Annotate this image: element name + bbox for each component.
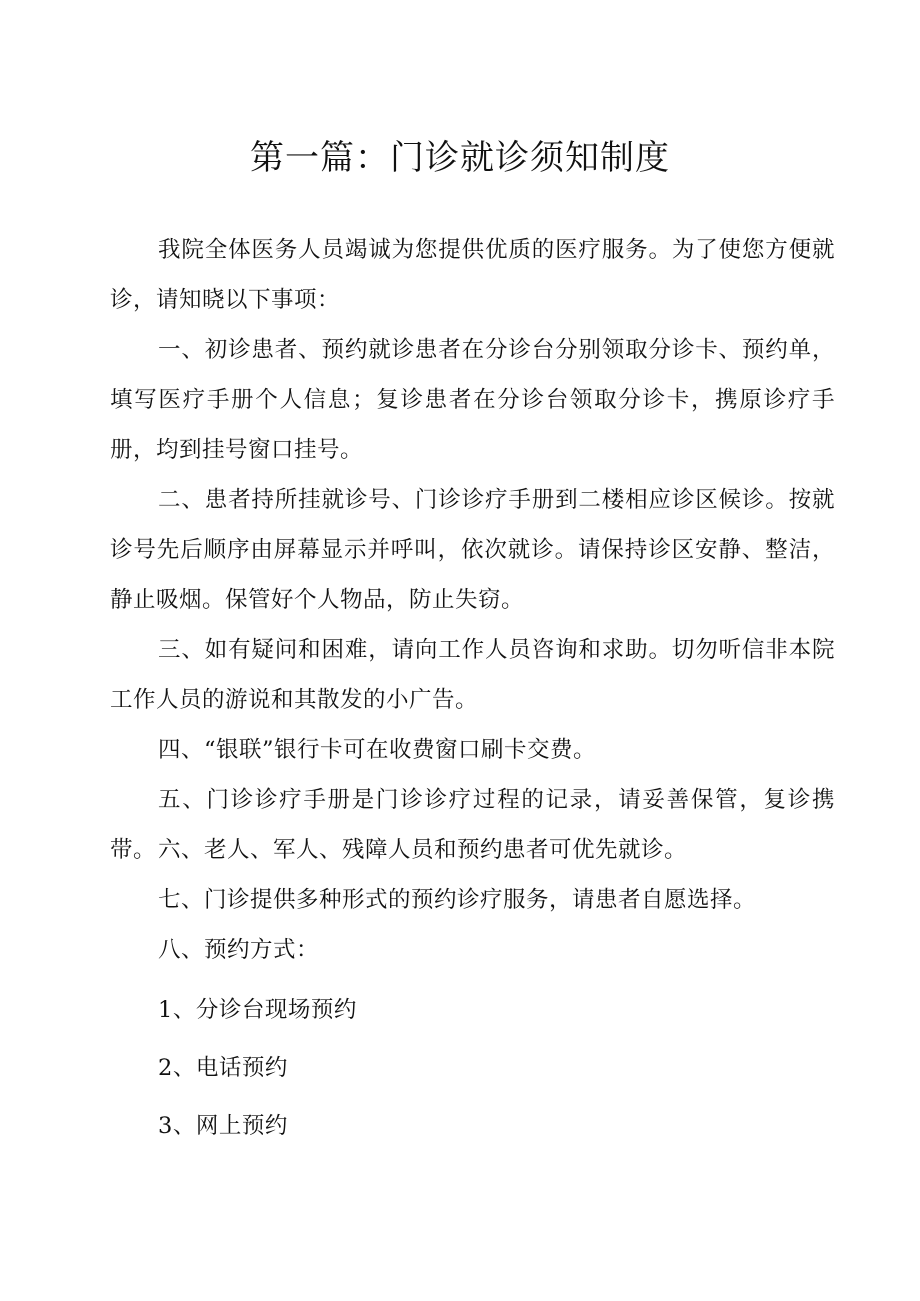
rule-item-4: 四、“银联”银行卡可在收费窗口刷卡交费。: [158, 737, 597, 763]
intro-paragraph: 我院全体医务人员竭诚为您提供优质的医疗服务。为了使您方便就诊，请知晓以下事项：: [110, 237, 835, 313]
rule-item-5: 五、门诊诊疗手册是门诊诊疗过程的记录，请妥善保管，复诊携带。: [110, 787, 835, 863]
appointment-method-3: 3、网上预约: [158, 1113, 288, 1139]
rule-item-2: 二、患者持所挂就诊号、门诊诊疗手册到二楼相应诊区候诊。按就诊号先后顺序由屏幕显示并呼叫，依次就诊。请保持诊区安静、整洁，静止吸烟。保管好个人物品，防止失窃。: [110, 487, 835, 613]
rule-item-1: 一、初诊患者、预约就诊患者在分诊台分别领取分诊卡、预约单，填写医疗手册个人信息；复诊患者在分诊台领取分诊卡，携原诊疗手册，均到挂号窗口挂号。: [110, 337, 835, 463]
rule-item-6: 六、老人、军人、残障人员和预约患者可优先就诊。: [158, 837, 688, 863]
page-title: 第一篇：门诊就诊须知制度: [250, 138, 670, 178]
rule-item-8: 八、预约方式：: [158, 937, 320, 963]
appointment-method-1: 1、分诊台现场预约: [158, 997, 357, 1023]
rule-item-3: 三、如有疑问和困难，请向工作人员咨询和求助。切勿听信非本院工作人员的游说和其散发的小广告。: [110, 637, 835, 713]
appointment-method-2: 2、电话预约: [158, 1055, 288, 1081]
rule-item-7: 七、门诊提供多种形式的预约诊疗服务，请患者自愿选择。: [158, 887, 757, 913]
